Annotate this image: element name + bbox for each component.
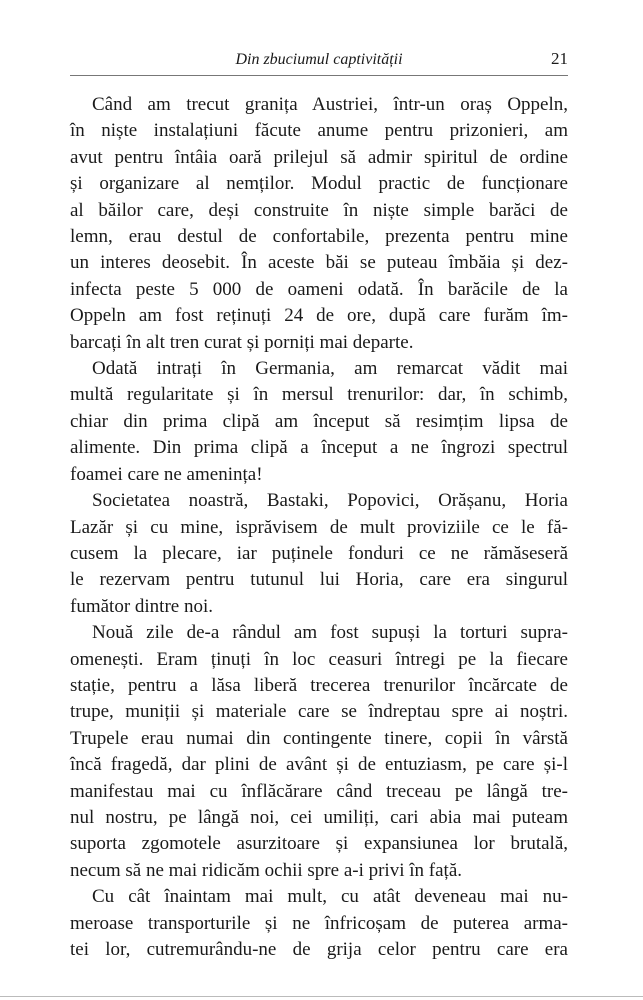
text-line: stație, pentru a lăsa liberă trecerea trenurilor încărcate de	[70, 674, 568, 696]
paragraph-5	[70, 884, 568, 963]
header-rule	[70, 75, 568, 76]
text-line: nul nostru, pe lângă noi, cei umiliți, cari abia mai puteam	[70, 806, 568, 828]
text-line: tei lor, cutremurându-ne de grija celor pentru care era	[70, 939, 568, 960]
text-line: fumător dintre noi.	[70, 595, 213, 617]
text-line: Când am trecut granița Austriei, într-un oraș Oppeln,	[92, 94, 568, 115]
running-title: Din zbuciumul captivității	[235, 51, 403, 68]
paragraph-2	[70, 356, 568, 488]
text-line: manifestau mai cu înflăcărare când treceau pe lângă tre-	[70, 780, 568, 802]
text-line: necum să ne mai ridicăm ochii spre a-i privi în față.	[70, 859, 462, 881]
text-line: alimente. Din prima clipă a început a ne îngrozi spectrul	[70, 437, 568, 459]
paragraph-1	[70, 92, 568, 356]
running-header	[70, 48, 568, 74]
text-line: foamei care ne amenința!	[70, 463, 263, 485]
text-line: trupe, muniții și materiale care se îndreptau spre ai noștri.	[70, 701, 568, 723]
text-line: multă regularitate și în mersul trenurilor: dar, în schimb,	[70, 384, 568, 406]
text-line: Odată intrați în Germania, am remarcat vădit mai	[92, 358, 568, 380]
text-line: lemn, erau destul de confortabile, prezenta pentru mine	[70, 226, 568, 248]
text-line: meroase transporturile și ne înfricoșam de puterea arma-	[70, 912, 568, 934]
text-line: Trupele erau numai din contingente tinere, copii în vârstă	[70, 727, 568, 749]
text-line: Nouă zile de-a rândul am fost supuși la torturi supra-	[92, 622, 568, 644]
body-text	[70, 92, 568, 963]
page-edge	[0, 996, 643, 997]
text-line: încă fragedă, dar plini de avânt și de entuziasm, pe care și-l	[70, 754, 568, 776]
text-line: infecta peste 5 000 de oameni odată. În barăcile de la	[70, 278, 568, 300]
text-line: suporta zgomotele asurzitoare și expansiunea lor brutală,	[70, 833, 568, 855]
text-line: și organizare al nemților. Modul practic de funcționare	[70, 173, 568, 195]
text-line: le rezervam pentru tutunul lui Horia, care era singurul	[70, 569, 568, 591]
text-line: Cu cât înaintam mai mult, cu atât deveneau mai nu-	[92, 886, 568, 908]
text-line: Societatea noastră, Bastaki, Popovici, Orășanu, Horia	[92, 490, 568, 512]
paragraph-4	[70, 620, 568, 884]
text-line: chiar din prima clipă am început să resimțim lipsa de	[70, 410, 568, 432]
paragraph-3	[70, 488, 568, 620]
text-line: în niște instalațiuni făcute anume pentru prizonieri, am	[70, 120, 568, 142]
text-line: Oppeln am fost reținuți 24 de ore, după care furăm îm-	[70, 305, 568, 327]
text-line: omenești. Eram ținuți în loc ceasuri întregi pe la fiecare	[70, 648, 568, 670]
text-line: al băilor care, deși construite în niște simple barăci de	[70, 199, 568, 221]
text-line: cusem la plecare, iar puținele fonduri ce ne rămăseseră	[70, 542, 568, 564]
text-line: un interes deosebit. În aceste băi se puteau îmbăia și dez-	[70, 252, 568, 274]
text-line: avut pentru întâia oară prilejul să admir spiritul de ordine	[70, 146, 568, 168]
text-line: Lazăr și cu mine, isprăvisem de mult proviziile ce le fă-	[70, 516, 568, 538]
text-line: barcați în alt tren curat și porniți mai departe.	[70, 331, 414, 353]
page-number: 21	[551, 49, 568, 68]
